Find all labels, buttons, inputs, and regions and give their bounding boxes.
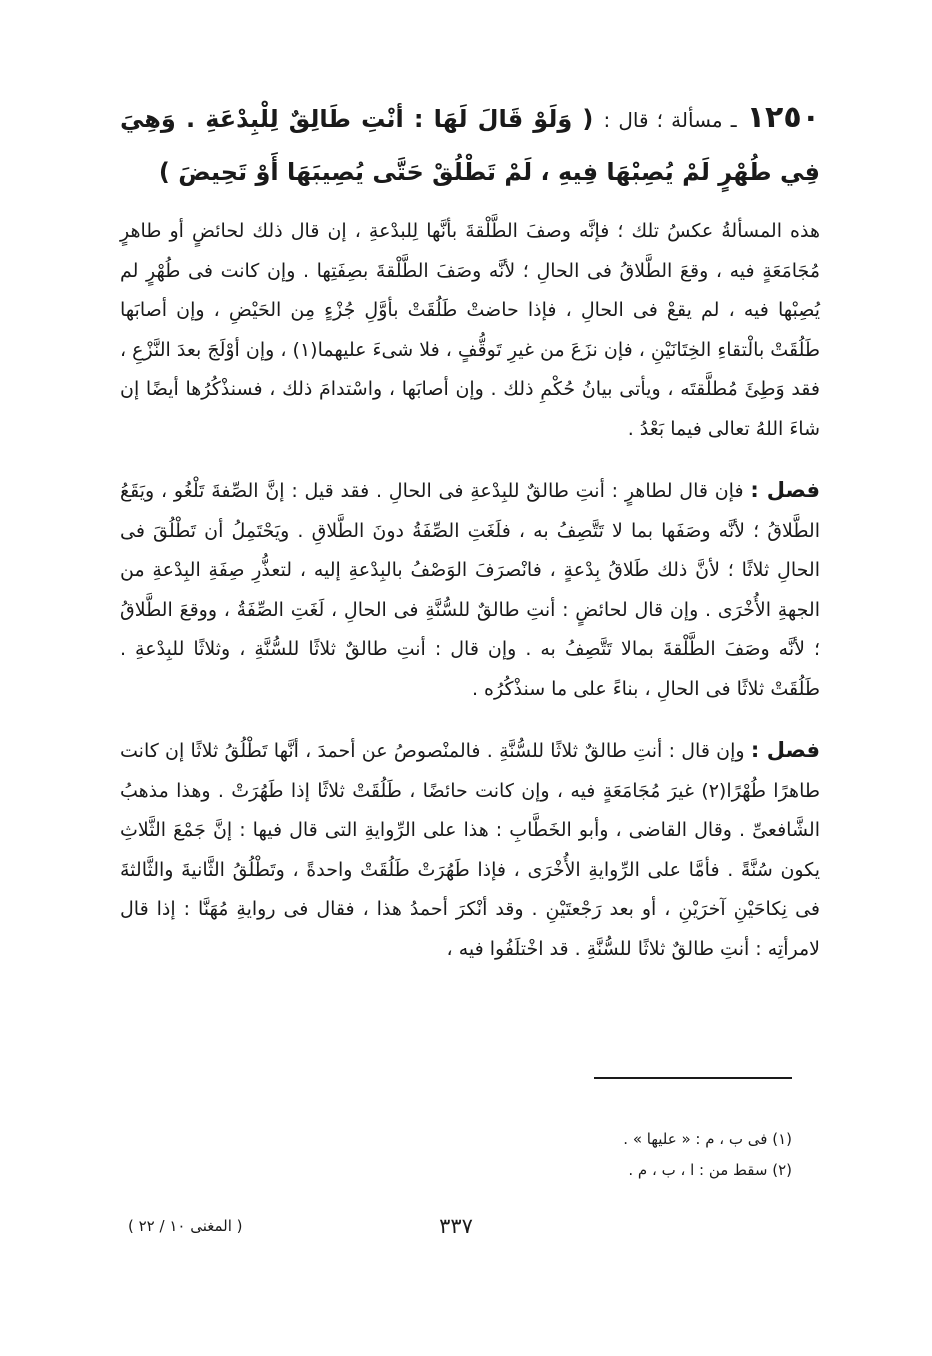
page-body — [120, 92, 820, 991]
fasl-1-text: فإن قال لطاهرٍ : أنتِ طالقٌ للبِدْعةِ فى الحالِ . فقد قيل : إنَّ الصِّفةَ تَلْغُو ، ويَقَعُ الطَّلاقُ ؛ لأنَّه وصَفَها بما لا تَتَّصِفُ به ، فلَغَتِ الصِّفَةُ دونَ الطَّلاقِ . ويَحْتَمِلُ أن تَطْلُقَ فى الحالِ ثلاثًا ؛ لأنَّ ذلك طَلاقُ بِدْعةٍ ، فانْصرَفَ الوَصْفُ بالبِدْعةِ إليه ، لتعذُّرِ صِفَةِ البِدْعةِ من الجهةِ الأُخْرَى . وإن قال لحائضٍ : أنتِ طالقٌ للسُّنَّةِ فى الحالِ ، لَغَتِ الصِّفَةُ ، ووقعَ الطَّلاقُ ؛ لأنَّه وصَفَ الطَّلْقةَ بمالا تَتَّصِفُ به . وإن قال : أنتِ طالقٌ ثلاثًا للسُّنَّةِ ، وثلاثًا للبِدْعةِ . طَلُقَتْ ثلاثًا فى الحالِ ، بناءً على ما سنذْكُرُه . — [120, 480, 820, 700]
footnote-divider — [594, 1077, 792, 1079]
fasl-1-heading: فصل : — [750, 478, 820, 502]
fasl-2 — [120, 731, 820, 969]
footnote-2: (٢) سقط من : ا ، ب ، م . — [628, 1161, 792, 1179]
signature-mark: ( المغنى ١٠ / ٢٢ ) — [128, 1217, 243, 1235]
fasl-1 — [120, 471, 820, 709]
fasl-2-text: وإن قال : أنتِ طالقٌ ثلاثًا للسُّنَّةِ . فالمنْصوصُ عن أحمدَ ، أنَّها تَطْلُقُ ثلاثًا إن كانت طاهرًا طُهْرًا(٢) غيرَ مُجَامَعَةٍ فيه ، وإن كانت حائضًا ، طَلُقَتْ ثلاثًا إذا طَهُرَتْ . وهذا مذهبُ الشَّافعىِّ . وقال القاضى ، وأبو الخَطَّابِ : هذا على الرِّوايةِ التى قال فيها : إنَّ جَمْعَ الثَّلاثِ يكون سُنَّةً . فأمَّا على الرِّوايةِ الأُخْرَى ، فإذا طَهُرَتْ طَلُقَتْ واحدةً ، وتَطْلُقُ الثَّانيةَ والثَّالثةَ فى نِكاحَيْنِ آخرَيْنِ ، أو بعد رَجْعتَيْنِ . وقد أنْكرَ أحمدُ هذا ، فقال فى روايةِ مُهَنَّا : إذا قال لامرأتِه : أنتِ طالقٌ ثلاثًا للسُّنَّةِ . قد اخْتلَفُوا فيه ، — [120, 740, 820, 960]
paragraph-1: هذه المسألةُ عكسُ تلك ؛ فإنَّه وصفَ الطَّلْقةَ بأنَّها لِلبدْعةِ ، إن قال ذلك لحائضٍ أو طاهرٍ مُجَامَعَةٍ فيه ، وقعَ الطَّلاقُ فى الحالِ ؛ لأنَّه وصَفَ الطَّلْقةَ بصِفَتِها . وإن كانت فى طُهْرٍ لم يُصِبْها فيه ، لم يقعْ فى الحالِ ، فإذا حاضتْ طَلُقَتْ بأوَّلِ جُزْءٍ مِن الحَيْضِ ، وإن أصابَها طَلُقَتْ بالْتقاءِ الخِتَانَيْنِ ، فإن نزَعَ من غيرِ تَوقُّفٍ ، فلا شىءَ عليهما(١) ، وإن أوْلَجَ بعدَ النَّزْعِ ، فقد وَطِئَ مُطلَّقتَه ، ويأتى بيانُ حُكْمِ ذلك . وإن أصابَها ، واسْتدامَ ذلك ، فسنذْكُرُها أيضًا إن شاءَ اللهُ تعالى فيما بَعْدُ . — [120, 220, 820, 440]
footnote-1: (١) فى ب ، م : « عليها » . — [623, 1130, 792, 1148]
fasl-2-heading: فصل : — [750, 738, 820, 762]
masala-lead: ـ مسألة ؛ قال : — [603, 108, 737, 132]
masala-text: ( وَلَوْ قَالَ لَهَا : أنْتِ طَالِقٌ لِلْبِدْعَةِ . وَهِيَ فِي طُهْرٍ لَمْ يُصِبْهَا فِيهِ ، لَمْ تَطْلُقْ حَتَّى يُصِيبَهَا أَوْ تَحِيضَ ) — [120, 105, 820, 186]
page-number: ٣٣٧ — [439, 1214, 473, 1238]
masala-number: ١٢٥٠ — [746, 100, 820, 135]
masala-heading — [120, 92, 820, 198]
footnotes — [420, 1124, 792, 1186]
